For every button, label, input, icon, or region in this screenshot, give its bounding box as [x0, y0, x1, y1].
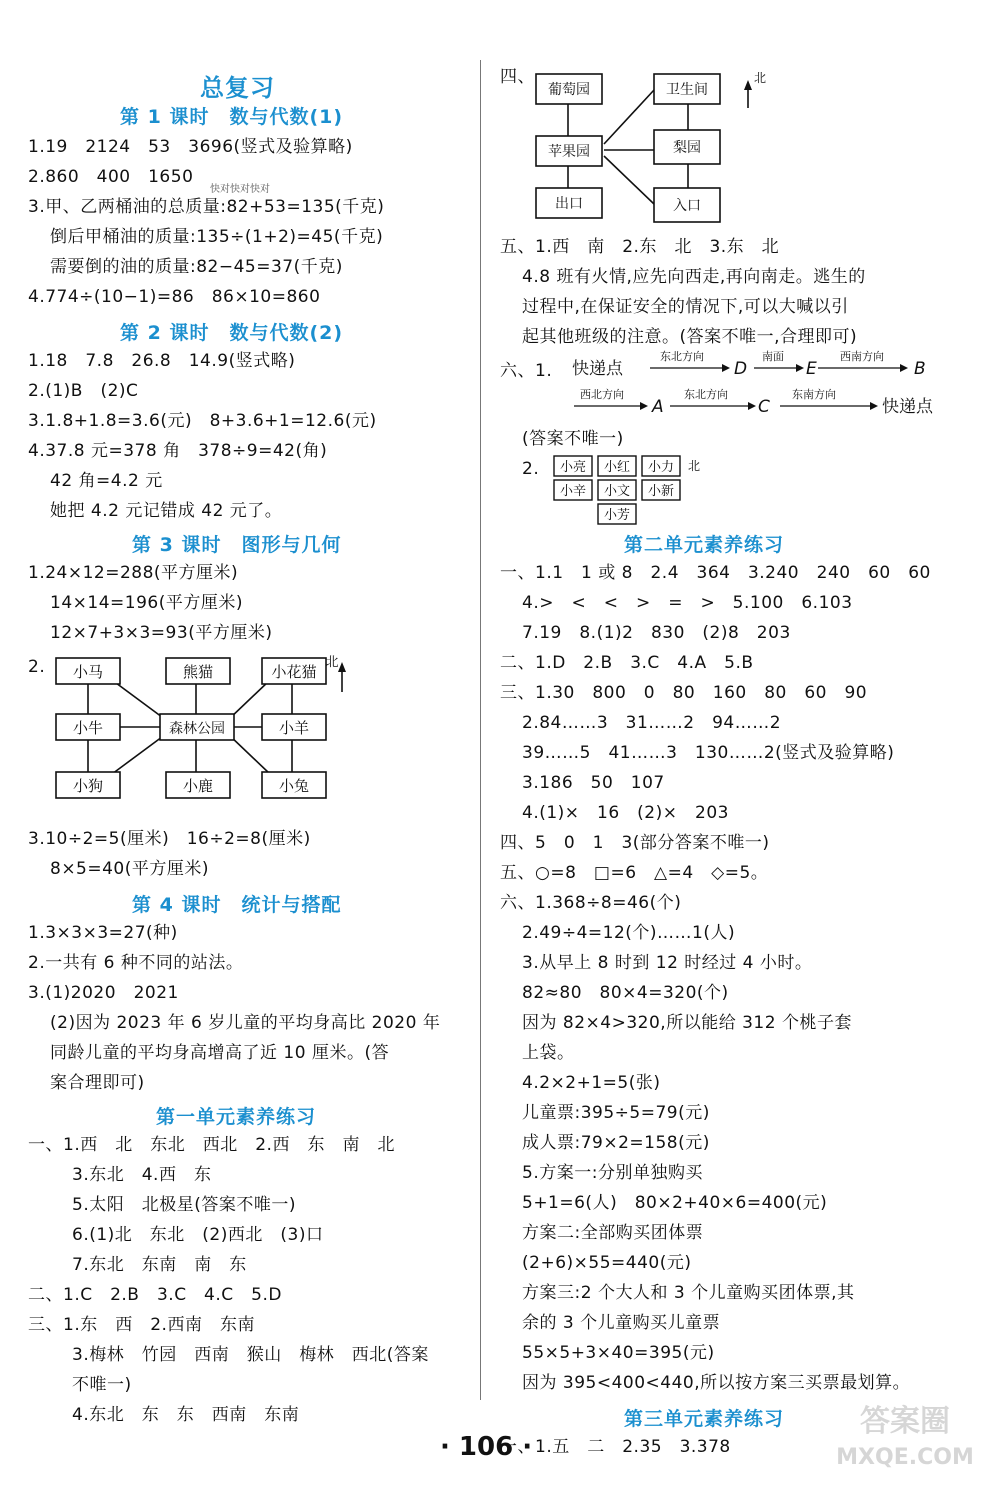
north-label: 北 — [687, 459, 701, 473]
answer-line: (2+6)×55=440(元) — [522, 1253, 692, 1273]
answer-line: 三、1.30 800 0 80 160 80 60 90 — [500, 683, 868, 703]
map-label: 苹果园 — [548, 144, 590, 160]
answer-line: 一、1.五 二 2.35 3.378 — [500, 1437, 731, 1457]
seat-label: 小辛 — [559, 484, 587, 499]
answer-line: 3.(1)2020 2021 — [28, 983, 179, 1003]
answer-line: 六、1. — [500, 361, 553, 381]
answer-line: 1.3×3×3=27(种) — [28, 923, 178, 943]
answer-line: 4.> < < > = > 5.100 6.103 — [522, 593, 853, 613]
route-node: B — [914, 359, 926, 379]
answer-line: (答案不唯一) — [522, 429, 624, 449]
answer-line: 四、 — [500, 67, 535, 87]
answer-line: 不唯一) — [72, 1375, 132, 1395]
north-label: 北 — [753, 71, 767, 85]
map-label: 小鹿 — [182, 777, 214, 795]
answer-line: 4.(1)× 16 (2)× 203 — [522, 803, 729, 823]
answer-line: 3.10÷2=5(厘米) 16÷2=8(厘米) — [28, 829, 311, 849]
section-heading-unit1: 第一单元素养练习 — [156, 1106, 317, 1128]
answer-line: 3.梅林 竹园 西南 猴山 梅林 西北(答案 — [72, 1345, 429, 1365]
route-diagram — [570, 344, 950, 426]
answer-line: 五、1.西 南 2.东 北 3.东 北 — [500, 237, 780, 257]
answer-line: 5+1=6(人) 80×2+40×6=400(元) — [522, 1193, 828, 1213]
answer-line: 一、1.西 北 东北 西北 2.西 东 南 北 — [28, 1135, 395, 1155]
seat-label: 小文 — [603, 484, 631, 499]
answer-line: 7.19 8.(1)2 830 (2)8 203 — [522, 623, 791, 643]
map-label: 葡萄园 — [548, 82, 590, 98]
answer-line: 4.774÷(10−1)=86 86×10=860 — [28, 287, 321, 307]
answer-line: 2.84……3 31……2 94……2 — [522, 713, 782, 733]
route-node: 快递点 — [882, 397, 933, 417]
map-label: 熊猫 — [182, 663, 214, 681]
answer-line: 方案三:2 个大人和 3 个儿童购买团体票,其 — [522, 1283, 855, 1303]
answer-line: 上袋。 — [522, 1043, 575, 1063]
map-label: 入口 — [673, 198, 701, 214]
route-node: A — [652, 397, 664, 417]
answer-line: 82≈80 80×4=320(个) — [522, 983, 729, 1003]
answer-line: 7.东北 东南 南 东 — [72, 1255, 247, 1275]
route-node: C — [758, 397, 770, 417]
answer-line: 余的 3 个儿童购买儿童票 — [522, 1313, 721, 1333]
answer-line: 39……5 41……3 130……2(竖式及验算略) — [522, 743, 895, 763]
map-label: 小狗 — [72, 777, 104, 795]
route-direction: 西北方向 — [580, 388, 624, 401]
route-direction: 东北方向 — [660, 350, 704, 363]
answer-line: 她把 4.2 元记错成 42 元了。 — [50, 501, 283, 521]
route-direction: 东南方向 — [792, 388, 836, 401]
answer-line: 2.(1)B (2)C — [28, 381, 139, 401]
answer-line: 倒后甲桶油的质量:135÷(1+2)=45(千克) — [50, 227, 384, 247]
seat-label: 小红 — [603, 460, 631, 475]
answer-line: 5.方案一:分别单独购买 — [522, 1163, 703, 1183]
section-title-review: 总复习 — [200, 74, 275, 102]
section-heading-lesson3: 第 3 课时 图形与几何 — [132, 534, 342, 556]
answer-line: 1.18 7.8 26.8 14.9(竖式略) — [28, 351, 296, 371]
answer-line: 过程中,在保证安全的情况下,可以大喊以引 — [522, 297, 849, 317]
section-heading-unit3: 第三单元素养练习 — [624, 1408, 785, 1430]
answer-line: 三、1.东 西 2.西南 东南 — [28, 1315, 255, 1335]
answer-line: 五、○=8 □=6 △=4 ◇=5。 — [500, 863, 769, 883]
answer-line: 3.东北 4.西 东 — [72, 1165, 212, 1185]
section-heading-lesson4: 第 4 课时 统计与搭配 — [132, 894, 342, 916]
answer-line: 1.24×12=288(平方厘米) — [28, 563, 239, 583]
answer-line: 3.1.8+1.8=3.6(元) 8+3.6+1=12.6(元) — [28, 411, 377, 431]
seat-label: 小力 — [647, 460, 675, 475]
answer-line: 一、1.1 1 或 8 2.4 364 3.240 240 60 60 — [500, 563, 931, 583]
zoo-map-diagram — [48, 652, 348, 802]
map-label: 卫生间 — [666, 82, 708, 98]
route-direction: 南面 — [762, 350, 784, 363]
answer-line: 55×5+3×40=395(元) — [522, 1343, 715, 1363]
answer-line: 2. — [28, 657, 46, 677]
seat-label: 小亮 — [559, 460, 587, 475]
route-node: D — [734, 359, 748, 379]
map-label: 小马 — [72, 663, 104, 681]
map-label: 梨园 — [673, 140, 701, 156]
seat-label: 小芳 — [603, 508, 631, 523]
map-label: 森林公园 — [169, 721, 225, 737]
answer-line: 成人票:79×2=158(元) — [522, 1133, 710, 1153]
answer-line: 4.2×2+1=5(张) — [522, 1073, 661, 1093]
map-label: 小兔 — [278, 777, 310, 795]
map-label: 小花猫 — [271, 663, 317, 681]
garden-map-diagram — [534, 64, 774, 232]
answer-line: 需要倒的油的质量:82−45=37(千克) — [50, 257, 343, 277]
answer-line: 案合理即可) — [50, 1073, 145, 1093]
route-direction: 西南方向 — [840, 350, 884, 363]
answer-line: 儿童票:395÷5=79(元) — [522, 1103, 710, 1123]
answer-line: 2.49÷4=12(个)……1(人) — [522, 923, 736, 943]
answer-line: 3.甲、乙两桶油的总质量:82+53=135(千克) — [28, 197, 385, 217]
answer-line: 6.(1)北 东北 (2)西北 (3)口 — [72, 1225, 324, 1245]
answer-line: 4.8 班有火情,应先向西走,再向南走。逃生的 — [522, 267, 866, 287]
answer-line: 因为 82×4>320,所以能给 312 个桃子套 — [522, 1013, 852, 1033]
answer-line: 12×7+3×3=93(平方厘米) — [50, 623, 273, 643]
map-label: 小牛 — [72, 719, 104, 737]
answer-line: 2.860 400 1650 — [28, 167, 194, 187]
answer-line: 六、1.368÷8=46(个) — [500, 893, 682, 913]
answer-line: 1.19 2124 53 3696(竖式及验算略) — [28, 137, 353, 157]
column-divider — [480, 60, 481, 1400]
section-heading-unit2: 第二单元素养练习 — [624, 534, 785, 556]
answer-line: 5.太阳 北极星(答案不唯一) — [72, 1195, 296, 1215]
seating-chart — [552, 454, 732, 526]
answer-line: 二、1.C 2.B 3.C 4.C 5.D — [28, 1285, 282, 1305]
seat-label: 小新 — [647, 484, 675, 499]
stamp-text: 快对快对快对 — [210, 184, 270, 195]
answer-line: 同龄儿童的平均身高增高了近 10 厘米。(答 — [50, 1043, 390, 1063]
answer-line: 3.从早上 8 时到 12 时经过 4 小时。 — [522, 953, 813, 973]
answer-line: (2)因为 2023 年 6 岁儿童的平均身高比 2020 年 — [50, 1013, 441, 1033]
answer-line: 因为 395<400<440,所以按方案三买票最划算。 — [522, 1373, 911, 1393]
answer-line: 方案二:全部购买团体票 — [522, 1223, 704, 1243]
answer-line: 14×14=196(平方厘米) — [50, 593, 243, 613]
answer-line: 起其他班级的注意。(答案不唯一,合理即可) — [522, 327, 858, 347]
answer-line: 二、1.D 2.B 3.C 4.A 5.B — [500, 653, 754, 673]
answer-line: 2. — [522, 459, 540, 479]
answer-line: 3.186 50 107 — [522, 773, 665, 793]
map-label: 小羊 — [278, 719, 310, 737]
answer-line: 2.一共有 6 种不同的站法。 — [28, 953, 244, 973]
route-direction: 东北方向 — [684, 388, 728, 401]
answer-line: 4.东北 东 东 西南 东南 — [72, 1405, 300, 1425]
map-label: 出口 — [555, 196, 583, 212]
route-node: E — [806, 359, 817, 379]
route-node: 快递点 — [572, 359, 623, 379]
answer-line: 4.37.8 元=378 角 378÷9=42(角) — [28, 441, 328, 461]
section-heading-lesson1: 第 1 课时 数与代数(1) — [120, 106, 344, 128]
answer-line: 四、5 0 1 3(部分答案不唯一) — [500, 833, 770, 853]
answer-line: 8×5=40(平方厘米) — [50, 859, 210, 879]
answer-line: 42 角=4.2 元 — [50, 471, 163, 491]
page-number: · 106 · — [440, 1432, 533, 1462]
north-label: 北 — [325, 655, 339, 670]
watermark-logo: 答案圈 MXQE.COM — [836, 1404, 974, 1470]
section-heading-lesson2: 第 2 课时 数与代数(2) — [120, 322, 344, 344]
